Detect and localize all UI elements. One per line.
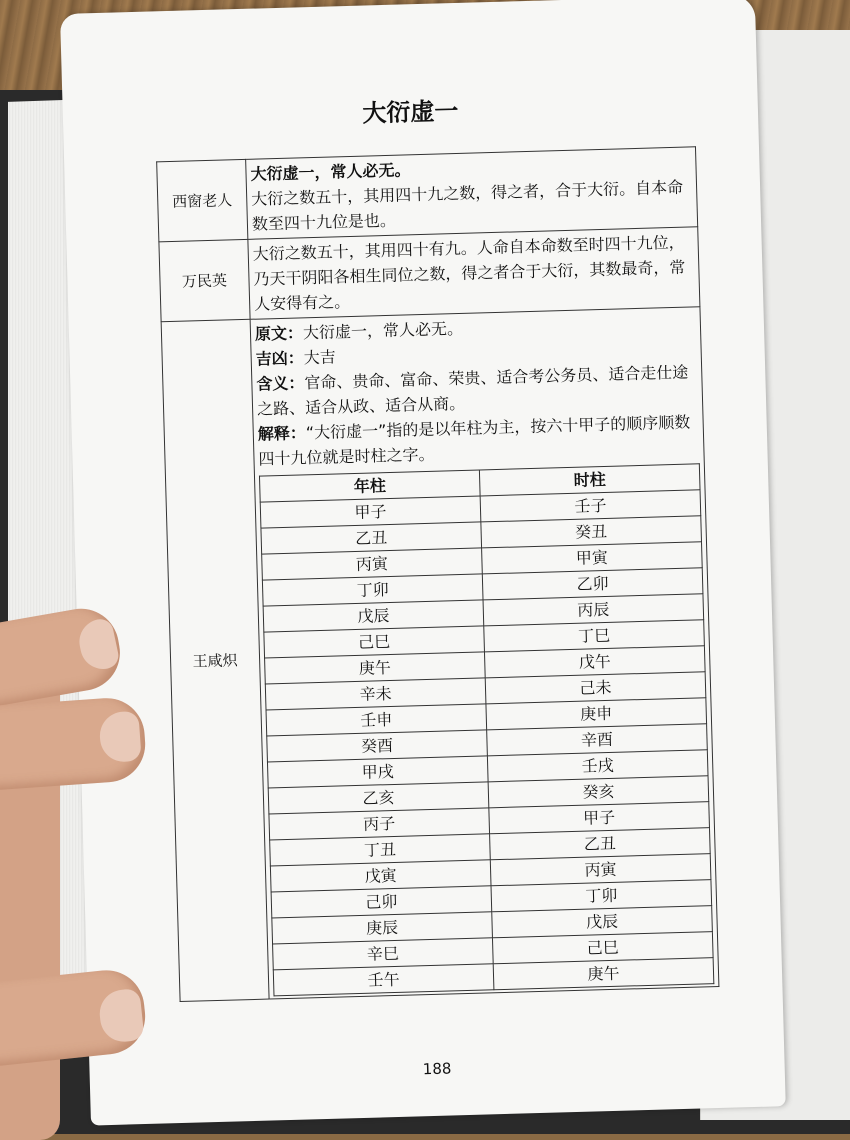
year-pillar-cell: 壬申	[266, 704, 487, 736]
explain-text: “大衍虚一”指的是以年柱为主，按六十甲子的顺序顺数四十九位就是时柱之字。	[258, 412, 691, 469]
hour-pillar-cell: 丁卯	[491, 880, 712, 912]
year-pillar-cell: 辛巳	[273, 938, 494, 970]
original-text: 大衍虚一，常人必无。	[302, 318, 464, 343]
commentary-cell	[248, 227, 700, 320]
hour-pillar-cell: 辛酉	[487, 724, 708, 756]
year-pillar-cell: 戊寅	[270, 860, 491, 892]
meaning-label: 含义：	[256, 373, 305, 394]
fortune-label: 吉凶：	[255, 348, 304, 369]
year-pillar-cell: 甲戌	[267, 756, 488, 788]
author-cell: 万民英	[159, 239, 250, 321]
original-label: 原文：	[254, 323, 304, 344]
page-title: 大衍虚一	[362, 96, 459, 128]
year-pillar-cell: 丙子	[269, 808, 490, 840]
hour-pillar-cell: 庚申	[486, 698, 707, 730]
pillar-table	[259, 463, 714, 996]
year-pillar-cell: 戊辰	[263, 600, 484, 632]
year-pillar-cell: 己巳	[264, 626, 485, 658]
commentary-row	[159, 227, 700, 322]
commentary-cell	[246, 147, 698, 240]
hour-pillar-cell: 己巳	[492, 932, 713, 964]
commentary-row	[157, 147, 698, 242]
year-pillar-cell: 乙丑	[261, 522, 482, 554]
page-number: 188	[422, 1059, 452, 1079]
year-pillar-cell: 乙亥	[268, 782, 489, 814]
explain-label: 解释：	[257, 423, 307, 444]
hour-pillar-cell: 壬戌	[487, 750, 708, 782]
pillar-table-body	[260, 490, 714, 996]
hour-pillar-cell: 乙丑	[490, 828, 711, 860]
hour-pillar-header: 时柱	[479, 464, 700, 496]
hour-pillar-cell: 戊午	[484, 646, 705, 678]
hour-pillar-cell: 甲寅	[482, 542, 703, 574]
hour-pillar-cell: 庚午	[493, 958, 714, 990]
author-cell: 王咸炽	[161, 319, 269, 1001]
commentary-heading: 大衍虚一，常人必无。	[250, 160, 411, 184]
hour-pillar-cell: 己未	[485, 672, 706, 704]
hour-pillar-cell: 癸丑	[481, 516, 702, 548]
year-pillar-cell: 丁卯	[262, 574, 483, 606]
fortune-text: 大吉	[303, 347, 336, 368]
hour-pillar-cell: 甲子	[489, 802, 710, 834]
meaning-text: 官命、贵命、富命、荣贵、适合考公务员、适合走仕途之路、适合从政、适合从商。	[256, 362, 689, 419]
commentary-text: 大衍之数五十，其用四十九之数，得之者，合于大衍。自本命数至四十九位是也。	[250, 177, 684, 234]
hour-pillar-cell: 丙寅	[490, 854, 711, 886]
year-pillar-cell: 己卯	[271, 886, 492, 918]
hour-pillar-cell: 戊辰	[492, 906, 713, 938]
hour-pillar-cell: 乙卯	[482, 568, 703, 600]
commentary-text: 大衍之数五十，其用四十有九。人命自本命数至时四十九位，乃天干阴阳各相生同位之数，得之者合于大衍，其数最奇，常人安得有之。	[252, 232, 686, 314]
year-pillar-cell: 庚辰	[272, 912, 493, 944]
year-pillar-header: 年柱	[259, 470, 480, 502]
commentary-cell	[250, 307, 719, 999]
year-pillar-cell: 丙寅	[262, 548, 483, 580]
year-pillar-cell: 壬午	[273, 964, 494, 996]
hour-pillar-cell: 壬子	[480, 490, 701, 522]
commentary-row	[161, 307, 719, 1002]
year-pillar-cell: 丁丑	[270, 834, 491, 866]
year-pillar-cell: 庚午	[265, 652, 486, 684]
book-page	[60, 0, 786, 1126]
hour-pillar-cell: 丁巳	[484, 620, 705, 652]
year-pillar-cell: 甲子	[260, 496, 481, 528]
author-cell: 西窗老人	[157, 159, 248, 241]
hour-pillar-cell: 丙辰	[483, 594, 704, 626]
commentary-table	[156, 146, 719, 1002]
hour-pillar-cell: 癸亥	[488, 776, 709, 808]
year-pillar-cell: 癸酉	[267, 730, 488, 762]
year-pillar-cell: 辛未	[265, 678, 486, 710]
